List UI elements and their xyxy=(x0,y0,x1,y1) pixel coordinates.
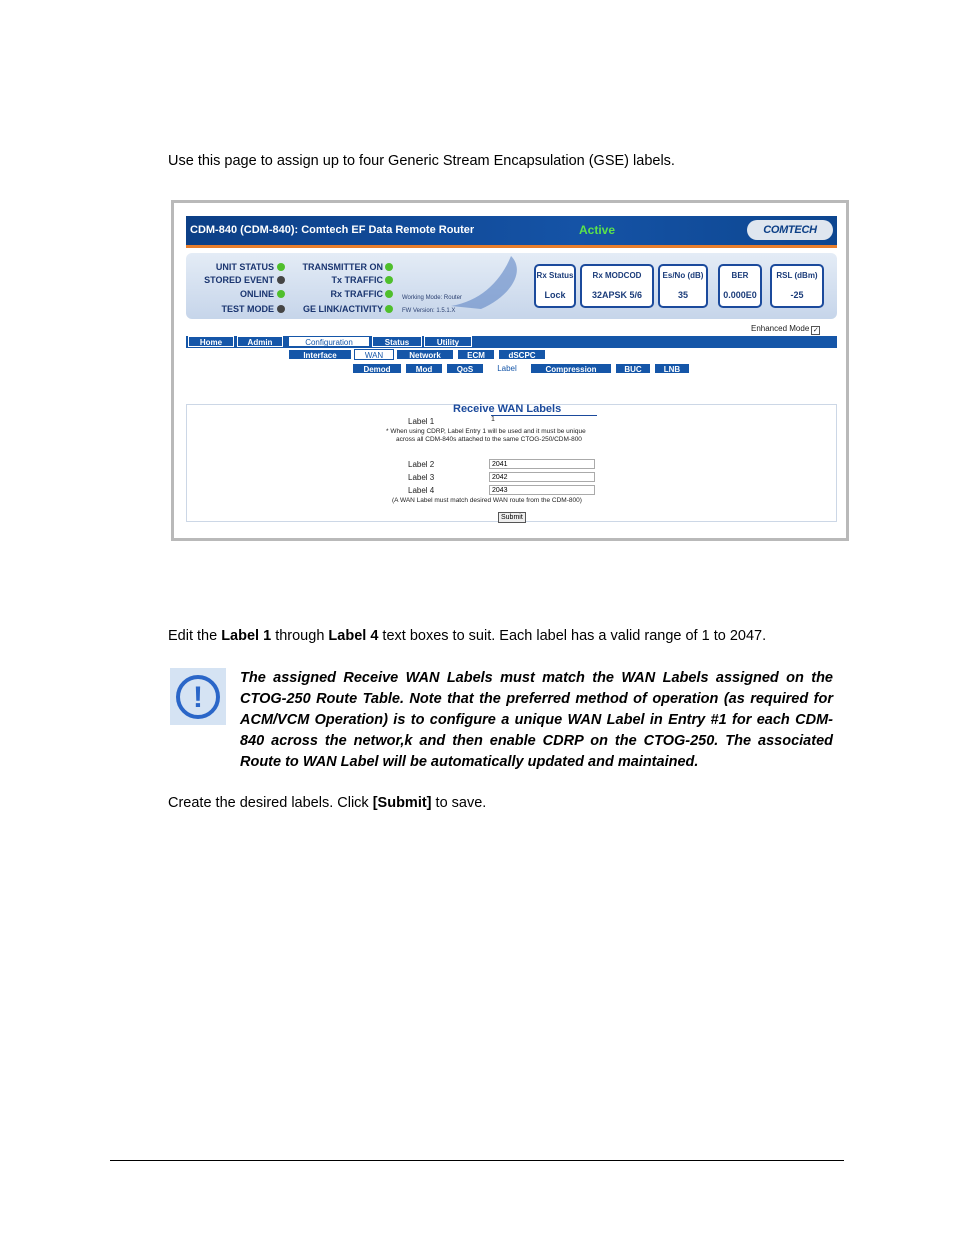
ge-link-led xyxy=(385,305,393,313)
tab-interface[interactable]: Interface xyxy=(288,349,352,360)
label1-label: Label 1 xyxy=(408,417,435,426)
tab-compression[interactable]: Compression xyxy=(530,363,612,374)
tab-mod[interactable]: Mod xyxy=(405,363,443,374)
tab-demod[interactable]: Demod xyxy=(352,363,402,374)
swoosh-graphic xyxy=(441,251,531,311)
rx-modcod-box xyxy=(580,264,654,308)
edit-text-3: text boxes to suit. Each label has a valid range of 1 to 2047. xyxy=(378,628,767,644)
edit-text-2: through xyxy=(271,628,329,644)
tx-traffic-led xyxy=(385,276,393,284)
tab-utility[interactable]: Utility xyxy=(424,336,472,347)
ge-link-label: GE LINK/ACTIVITY xyxy=(302,304,383,314)
unit-status-label: UNIT STATUS xyxy=(215,262,274,272)
label4-label: Label 4 xyxy=(408,486,435,495)
title-bar xyxy=(186,216,837,248)
create-text-1: Create the desired labels. Click xyxy=(168,795,373,811)
rsl-box xyxy=(770,264,824,308)
tab-status[interactable]: Status xyxy=(372,336,422,347)
rx-status-box xyxy=(534,264,576,308)
label3-label: Label 3 xyxy=(408,473,435,482)
esno-box xyxy=(658,264,708,308)
working-mode: Working Mode: Router xyxy=(402,295,462,301)
receive-wan-labels-form xyxy=(186,404,837,522)
online-led xyxy=(277,290,285,298)
form-title: Receive WAN Labels xyxy=(453,403,562,415)
stored-event-led xyxy=(277,276,285,284)
tab-dscpc[interactable]: dSCPC xyxy=(498,349,546,360)
tab-label[interactable]: Label xyxy=(497,364,517,373)
tab-wan[interactable]: WAN xyxy=(354,349,394,360)
box-header: Es/No (dB) xyxy=(662,271,704,280)
footer-rule xyxy=(110,1160,844,1161)
label3-input[interactable]: 2042 xyxy=(489,472,595,482)
transmitter-on-label: TRANSMITTER ON xyxy=(302,262,383,272)
create-instructions xyxy=(168,795,486,811)
box-header: RSL (dBm) xyxy=(776,271,818,280)
device-title: CDM-840 (CDM-840): Comtech EF Data Remote Router xyxy=(190,224,475,236)
label2-input[interactable]: 2041 xyxy=(489,459,595,469)
tx-traffic-label: Tx TRAFFIC xyxy=(331,275,383,285)
unit-status-led xyxy=(277,263,285,271)
nav-bar xyxy=(186,336,837,348)
wan-label-note: (A WAN Label must match desired WAN route from the CDM-800) xyxy=(392,497,582,504)
create-bold-submit: [Submit] xyxy=(372,795,432,811)
box-header: Rx Status xyxy=(536,271,574,280)
tab-ecm[interactable]: ECM xyxy=(457,349,495,360)
intro-text: Use this page to assign up to four Generic Stream Encapsulation (GSE) labels. xyxy=(168,153,675,169)
box-value: 0.000E0 xyxy=(723,290,757,300)
edit-bold-label1: Label 1 xyxy=(221,628,272,644)
box-value: 32APSK 5/6 xyxy=(591,290,643,300)
stored-event-label: STORED EVENT xyxy=(204,275,274,285)
test-mode-label: TEST MODE xyxy=(221,304,274,314)
important-note-icon: ! xyxy=(170,668,226,725)
comtech-logo: COMTECH xyxy=(747,220,833,240)
tab-lnb[interactable]: LNB xyxy=(654,363,690,374)
tab-configuration[interactable]: Configuration xyxy=(288,336,370,347)
box-header: Rx MODCOD xyxy=(592,271,642,280)
online-label: ONLINE xyxy=(239,289,274,299)
rx-traffic-led xyxy=(385,290,393,298)
enhanced-mode[interactable] xyxy=(751,324,820,335)
label4-input[interactable]: 2043 xyxy=(489,485,595,495)
edit-bold-label4: Label 4 xyxy=(328,628,379,644)
cdrp-note-line2: across all CDM-840s attached to the same CTOG-250/CDM-800 xyxy=(396,436,582,443)
active-status: Active xyxy=(579,223,616,237)
edit-instructions xyxy=(168,628,766,644)
label1-input[interactable]: 1 xyxy=(491,416,495,423)
rx-traffic-label: Rx TRAFFIC xyxy=(330,289,383,299)
tab-admin[interactable]: Admin xyxy=(237,336,283,347)
fw-version: FW Version: 1.5.1.X xyxy=(402,308,456,314)
create-text-2: to save. xyxy=(431,795,487,811)
box-value: Lock xyxy=(544,290,566,300)
label2-label: Label 2 xyxy=(408,460,435,469)
box-header: BER xyxy=(731,271,749,280)
tab-network[interactable]: Network xyxy=(396,349,454,360)
ber-box xyxy=(718,264,762,308)
enhanced-mode-checkbox[interactable]: ✓ xyxy=(812,327,819,334)
enhanced-mode-label: Enhanced Mode xyxy=(751,324,810,333)
form-title-underline xyxy=(491,415,597,416)
box-value: 35 xyxy=(677,290,688,300)
cdrp-note-line1: * When using CDRP, Label Entry 1 will be used and it must be unique xyxy=(386,428,586,435)
important-note-text: The assigned Receive WAN Labels must match the WAN Labels assigned on the CTOG-250 Route Table. Note that the preferred method of operation (as required for ACM/VCM Operation) is to configure a unique WAN Label in Entry #1 for each CDM-840 across the networ,k and then enable CDRP on the CTOG-250. The associated Route to WAN Label will be automatically updated and maintained. xyxy=(240,670,833,770)
transmitter-on-led xyxy=(385,263,393,271)
tab-qos[interactable]: QoS xyxy=(446,363,484,374)
submit-button[interactable]: Submit xyxy=(498,512,526,523)
box-value: -25 xyxy=(790,290,804,300)
web-ui-screenshot xyxy=(171,200,849,541)
tab-home[interactable]: Home xyxy=(188,336,234,347)
edit-text-1: Edit the xyxy=(168,628,222,644)
status-panel xyxy=(186,253,837,319)
tab-buc[interactable]: BUC xyxy=(615,363,651,374)
test-mode-led xyxy=(277,305,285,313)
